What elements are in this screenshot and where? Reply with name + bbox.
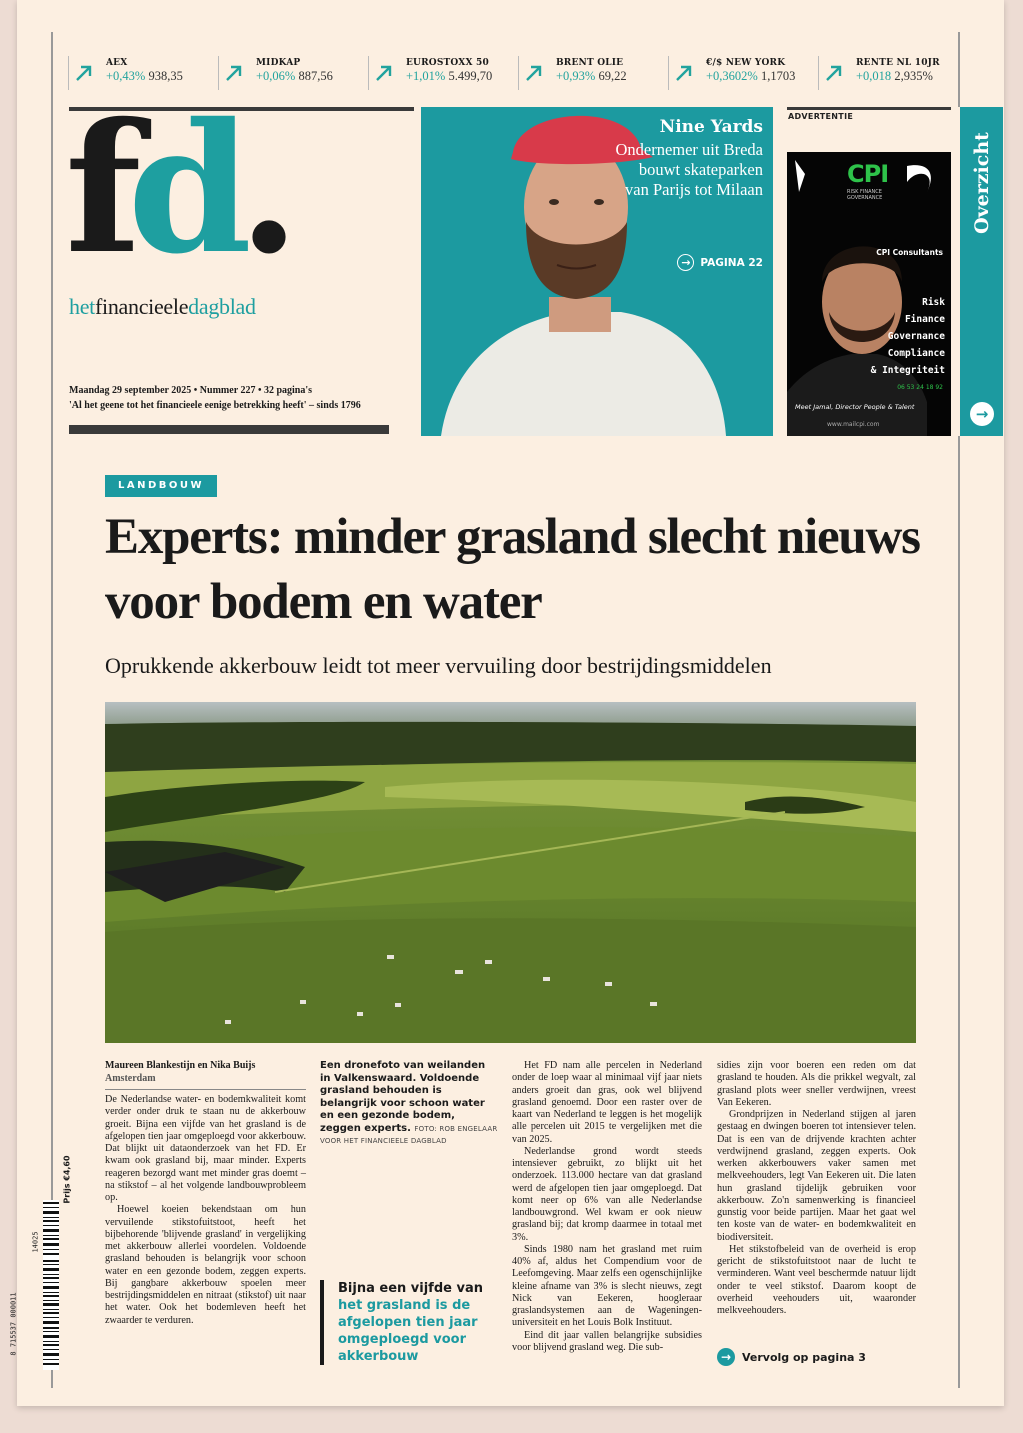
ticker-value: 1,1703: [760, 69, 796, 83]
arrow-up-right-icon: [368, 56, 396, 90]
ean-number: 8 715537 000011: [9, 1292, 18, 1356]
continued-link[interactable]: → Vervolg op pagina 3: [717, 1348, 866, 1366]
ticker-value: 2,935%: [894, 69, 933, 83]
masthead-rule: [69, 425, 389, 434]
paragraph: Grondprijzen in Nederland stijgen al jaren gestaag en dwingen boeren tot intensiever telen. Dat is een van de drijvende krachten achter verdwijnend grasland, zeggen experts. Ook werken akkerbouwers vaker samen met melkveehouders, legt Van Eekeren uit. Die laten hun grasland tijdelijk gebruiken voor akkerbouw. Zo'n samenwerking is financieel gunstig voor beide partijen. Maar het gaat wel ten koste van de water- en bodemkwaliteit en biodiversiteit.: [717, 1109, 916, 1243]
arrow-up-right-icon: [818, 56, 846, 90]
ticker-item: [368, 56, 513, 94]
overzicht-tab[interactable]: [960, 107, 1003, 436]
article-column-4: [717, 1060, 916, 1317]
ticker-name: €/$ NEW YORK: [706, 58, 786, 68]
paragraph: sidies zijn voor boeren een reden om dat grasland te houden. Als die prikkel wegvalt, zal grasland plots weer sneller verdwijnen, vreest Van Eekeren.: [717, 1060, 916, 1108]
advert-service: Risk: [922, 297, 945, 308]
advert-service: Governance: [887, 331, 945, 342]
newspaper-page: [9, 0, 1004, 1406]
drone-photo: [105, 702, 916, 1043]
advert-brand: CPI: [847, 160, 889, 188]
advert-brand-sub: RISK FINANCE GOVERNANCE: [847, 189, 883, 201]
pull-quote: Bijna een vijfde van het grasland is de afgelopen tien jaar omgeploegd voor akkerbouw: [320, 1280, 498, 1365]
ticker-value: 887,56: [298, 69, 333, 83]
paragraph: Eind dit jaar vallen belangrijke subsidies voor blijvend grasland weg. Die sub-: [512, 1329, 702, 1353]
ticker-value: 5.499,70: [448, 69, 493, 83]
byline: Maureen Blankestijn en Nika Buijs: [105, 1060, 256, 1071]
overzicht-label: Overzicht: [970, 132, 993, 234]
advert-rule: [787, 107, 951, 110]
article-column-3: [512, 1060, 702, 1354]
fd-logo[interactable]: fd.: [65, 84, 287, 293]
ticker-name: BRENT OLIE: [556, 58, 624, 68]
ticker-item: [668, 56, 813, 94]
ticker-value: 69,22: [598, 69, 627, 83]
left-margin-rule: [51, 32, 53, 1388]
barcode: [31, 1200, 61, 1370]
advert-phone: 06 53 24 18 92: [897, 384, 943, 391]
ticker-name: RENTE NL 10JR: [856, 58, 940, 68]
advert-url[interactable]: www.mailcpi.com: [827, 421, 880, 428]
ticker-name: AEX: [106, 58, 128, 68]
photo-credit: FOTO: ROB ENGELAAR VOOR HET FINANCIEELE DAGBLAD: [320, 1124, 498, 1145]
masthead-tagline: hetfinancieeledagblad: [69, 294, 256, 319]
promo-title: Nine Yards: [659, 117, 763, 137]
advert-label: ADVERTENTIE: [788, 112, 854, 121]
subheadline: Oprukkende akkerbouw leidt tot meer vervuiling door bestrijdingsmiddelen: [105, 653, 772, 678]
paragraph: De Nederlandse water- en bodemkwaliteit komt verder onder druk te staan nu de akkerbouw groeit. Bijna een vijfde van het grasland is de afgelopen tien jaar omgeploegd voor akkerbouw. Dat blijkt uit dataonderzoek van het FD. Er kwam ook grasland bij, maar minder. Experts reageren bezorgd want met minder gras doemt – na stikstof – al het volgende landbouwprobleem op.: [105, 1094, 306, 1203]
ticker-name: EUROSTOXX 50: [406, 58, 489, 68]
ticker-change: +0,93%: [556, 69, 596, 83]
dateline: Maandag 29 september 2025 • Nummer 227 • 32 pagina's: [69, 385, 313, 396]
paragraph: Nederlandse grond wordt steeds intensiever gebruikt, zo blijkt uit het onderzoek. 113.000 hectare van dat grasland werd de afgelopen tien jaar omgeploegd. Dat komt neer op 6% van alle Nederlandse landbouwgrond. Wel kwam er ook nieuw grasland bij; dat kromp daarmee in totaal met 3%.: [512, 1145, 702, 1243]
ticker-change: +0,3602%: [706, 69, 758, 83]
ticker-change: +0,06%: [256, 69, 296, 83]
promo-description: Ondernemer uit Breda bouwt skateparken van Parijs tot Milaan: [615, 140, 763, 199]
advert-meet: Meet Jamal, Director People & Talent: [795, 403, 915, 411]
ticker-value: 938,35: [148, 69, 183, 83]
promo-page-link[interactable]: → PAGINA 22: [677, 254, 763, 271]
photo-caption: Een dronefoto van weilanden in Valkenswaard. Voldoende grasland behouden is belangrijk voor schoon water en een gezonde bodem, zeggen experts. FOTO: ROB ENGELAAR VOOR HET FINANCIEELE DAGBLAD: [320, 1060, 498, 1145]
paragraph: Het FD nam alle percelen in Nederland onder de loep waar al minimaal vijf jaar niets anders groeit dan gras, ook wel blijvend grasland genoemd. Door een raster over de kaart van Nederland te leggen is het mogelijk alle percelen uit 2015 te vergelijken met die van 2025.: [512, 1060, 702, 1145]
headline: Experts: minder grasland slecht nieuws voor bodem en water: [105, 509, 920, 630]
advert-consultants: CPI Consultants: [876, 248, 943, 257]
arrow-right-icon: →: [677, 254, 694, 271]
advert-service: & Integriteit: [870, 365, 945, 376]
ticker-item: [518, 56, 663, 94]
ticker-change: +1,01%: [406, 69, 446, 83]
advert-service: Compliance: [887, 348, 945, 359]
byline-rule: [105, 1089, 306, 1090]
motto: 'Al het geene tot het financieele eenige betrekking heeft' – sinds 1796: [69, 400, 361, 411]
arrow-up-right-icon: [668, 56, 696, 90]
paragraph: Het stikstofbeleid van de overheid is erop gericht de stikstofuitstoot naar de lucht te verminderen. Want veel beschermde natuur lijdt onder te veel stikstof. Daarom koopt de overheid veehouders uit, waaronder melkveehouders.: [717, 1243, 916, 1316]
paragraph: Hoewel koeien bekendstaan om hun vervuilende stikstofuitstoot, heeft het bijbehorende 'blijvende grasland' in vergelijking met akkerbouw allerlei voordelen. Voldoende grasland behouden is belangrijk voor schoon water en een gezonde bodem, zeggen experts. Bij gangbare akkerbouw spoelen meer bestrijdingsmiddelen en nitraat (stikstof) uit naar het water. Ook het bodemleven heeft het zwaarder te verduren.: [105, 1204, 306, 1326]
ticker-change: +0,018: [856, 69, 892, 83]
ticker-item: [818, 56, 963, 94]
ticker-change: +0,43%: [106, 69, 146, 83]
promo-nine-yards[interactable]: [421, 107, 773, 436]
advert-service: Finance: [904, 314, 945, 325]
right-margin-rule: [958, 436, 960, 1388]
paragraph: Sinds 1980 nam het grasland met ruim 40% af, aldus het Compendium voor de Leefomgeving. Maar zelfs een ogenschijnlijke kleine afname van 3% is slecht nieuws, zegt Nick van Eekeren, hoogleraar graslandsystemen aan de Wageningen-universiteit en het Louis Bolk Instituut.: [512, 1243, 702, 1329]
section-kicker[interactable]: LANDBOUW: [105, 475, 217, 497]
ticker-name: MIDKAP: [256, 58, 301, 68]
arrow-right-icon: →: [717, 1348, 735, 1366]
price-label: Prijs €4,60: [62, 1155, 72, 1204]
arrow-up-right-icon: [518, 56, 546, 90]
article-column-1: [105, 1094, 306, 1327]
issue-number: 14025: [31, 1231, 40, 1253]
cpi-advert[interactable]: [787, 152, 951, 436]
byline-place: Amsterdam: [105, 1073, 156, 1084]
arrow-right-icon[interactable]: →: [970, 402, 994, 426]
